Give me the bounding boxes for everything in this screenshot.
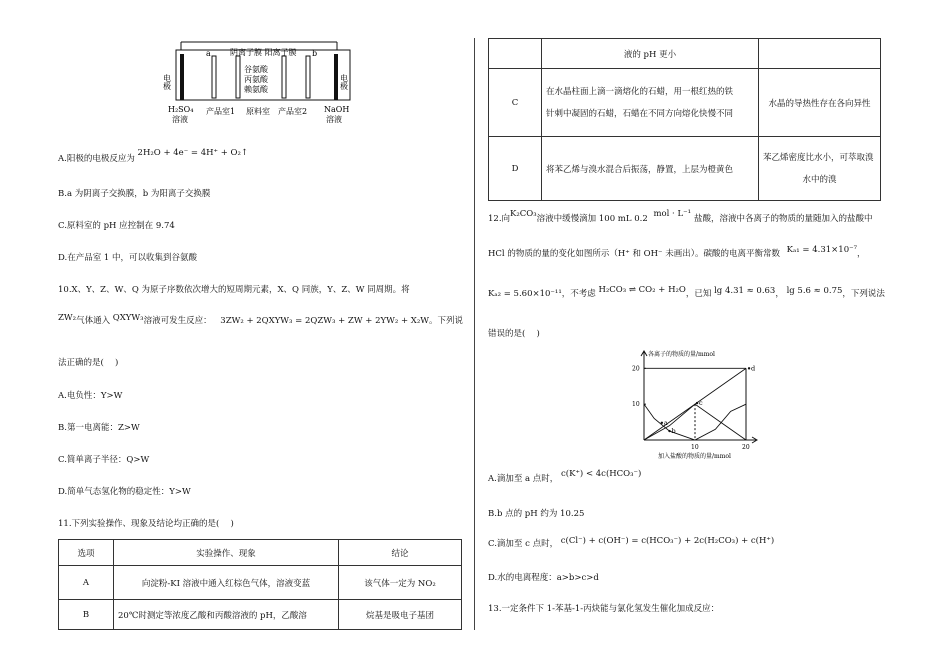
solution-right-label: NaOH (324, 105, 350, 114)
q12-l3h: ，下列说法 (842, 289, 885, 299)
y-tick-label: 10 (632, 401, 640, 409)
q12-line-1 (488, 209, 873, 224)
table-header-option: 选项 (59, 540, 114, 566)
point-label-c: c (699, 399, 703, 408)
row-c-op-line-1: 在水晶柱面上滴一滴熔化的石蜡，用一根红热的铁 (546, 86, 734, 97)
q9-option-b: B.a 为阴离子交换膜，b 为阳离子交换膜 (58, 189, 211, 199)
q12-l1e: 盐酸，溶液中各离子的物质的量随加入的盐酸中 (693, 214, 873, 224)
electrodialysis-apparatus (162, 38, 382, 133)
q12-l2b: Kₐ₁ = 4.31×10⁻⁷ (786, 245, 857, 255)
point-marker-a (661, 422, 663, 424)
table-row-a-operation: 向淀粉-KI 溶液中通入红棕色气体，溶液变蓝 (114, 566, 339, 600)
table-row-d-conclusion (759, 137, 881, 201)
q12-line-2 (488, 247, 866, 259)
q12-l3a: Kₐ₂ = 5.60×10⁻¹¹ (488, 289, 562, 299)
table-row-b-cont-conclusion (759, 39, 881, 69)
table-header-conclusion: 结论 (339, 540, 462, 566)
electrode-left-label: 电极 (162, 74, 172, 90)
q10-zw2: ZW₂ (58, 313, 77, 323)
table-row-b-cont-option (489, 39, 542, 69)
room1-label: 产品室1 (206, 107, 236, 116)
q9-option-c: C.原料室的 pH 应控制在 9.74 (58, 221, 175, 231)
q10-stem-1: 10.X、Y、Z、W、Q 为原子序数依次增大的短周期元素，X、Q 同族，Y、Z、W 同周期。将 (58, 285, 410, 295)
table-row-a-option: A (59, 566, 114, 600)
q13-stem: 13.一定条件下 1-苯基-1-丙炔能与氯化氢发生催化加成反应： (488, 604, 720, 614)
q12-l2a: HCl 的物质的量的变化如图所示（H⁺ 和 OH⁻ 未画出）。碳酸的电离平衡常数 (488, 249, 780, 259)
q9-option-a (58, 148, 249, 164)
q10-follow-text: 。下列说 (428, 316, 463, 326)
q10-qxyw3: QXYW₃ (112, 313, 144, 323)
table-row-a-conclusion: 该气体一定为 NO₂ (339, 566, 462, 600)
point-label-b: b (671, 427, 676, 436)
table-row-b-operation: 20℃时测定等浓度乙酸和丙酸溶液的 pH，乙酸溶 (114, 600, 339, 630)
q12-c-formula: c(Cl⁻) + c(OH⁻) = c(HCO₃⁻) + 2c(H₂CO₃) + c(H⁺) (560, 536, 775, 546)
x-axis-label: 加入盐酸的物质的量/mmol (658, 453, 731, 460)
q9-a-prefix: A.阳极的电极反应为 (58, 154, 135, 164)
q12-l1d: mol · L⁻¹ (653, 209, 691, 219)
table-row-b-option: B (59, 600, 114, 630)
x-tick-label: 10 (691, 444, 699, 451)
y-tick-label: 20 (632, 365, 640, 373)
q10-stem-3: 法正确的是( ) (58, 358, 119, 368)
q10-option-b: B.第一电离能：Z>W (58, 423, 140, 433)
q10-option-d: D.简单气态氢化物的稳定性：Y>W (58, 487, 191, 497)
membrane-type-label: 阴离子膜 阳离子膜 (230, 48, 297, 57)
membrane-a-label: a (206, 49, 211, 58)
q12-l3e: lg 4.31 ≈ 0.63 (714, 286, 776, 296)
table-row-b-cont-operation: 液的 pH 更小 (542, 39, 759, 69)
q10-reaction-text: 溶液可发生反应： (143, 316, 212, 326)
table-header-operation: 实验操作、现象 (114, 540, 339, 566)
raw-room-label: 原料室 (246, 107, 270, 116)
q12-c-prefix: C.滴加至 c 点时， (488, 539, 559, 549)
q10-gas-text: 气体通入 (76, 316, 111, 326)
mix-label-1: 谷氨酸 (244, 65, 268, 74)
table-row-c-operation (542, 69, 759, 137)
solution-right-2-label: 溶液 (326, 115, 342, 124)
q12-l3d: ，已知 (685, 289, 712, 299)
ion-amount-chart (622, 348, 772, 468)
solution-left-2-label: 溶液 (172, 115, 188, 124)
q12-option-d: D.水的电离程度：a>b>c>d (488, 573, 599, 583)
q11-table-part1 (58, 539, 462, 630)
q12-l3g: lg 5.6 ≈ 0.75 (786, 286, 843, 296)
mix-label-3: 赖氨酸 (244, 85, 268, 94)
q12-option-c (488, 537, 774, 549)
point-marker-b (668, 430, 670, 432)
q10-stem-2 (58, 314, 463, 326)
table-row-b-conclusion: 烷基是吸电子基团 (339, 600, 462, 630)
q12-option-a (488, 469, 642, 484)
x-tick-label: 20 (742, 444, 750, 451)
row-d-concl-line-1: 苯乙烯密度比水小，可萃取溴 (763, 152, 874, 163)
row-c-op-line-2: 针刺中凝固的石蜡，石蜡在不同方向熔化快慢不同 (546, 108, 734, 119)
q12-l3f: ， (775, 289, 784, 299)
table-row-d-option: D (489, 137, 542, 201)
q9-a-formula: 2H₂O + 4e⁻ = 4H⁺ + O₂↑ (137, 148, 249, 158)
q12-l3b: ，不考虑 (561, 289, 596, 299)
table-row-d-operation: 将苯乙烯与溴水混合后振荡，静置，上层为橙黄色 (542, 137, 759, 201)
q12-l3c: H₂CO₃ ⇌ CO₂ + H₂O (598, 285, 686, 295)
q10-option-a: A.电负性：Y>W (58, 391, 123, 401)
q12-l1b: K₂CO₃ (510, 209, 537, 219)
q12-l2-comma: ， (857, 249, 866, 259)
table-row-c-conclusion: 水晶的导热性存在各向异性 (759, 69, 881, 137)
table-row-c-option: C (489, 69, 542, 137)
q12-l1a: 12.向 (488, 214, 511, 224)
column-divider (474, 38, 475, 630)
point-label-a: a (663, 418, 668, 427)
row-d-concl-line-2: 水中的溴 (802, 174, 837, 185)
electrode-right-label: 电极 (339, 74, 349, 90)
point-marker-c (696, 402, 698, 404)
q12-line-4: 错误的是( ) (488, 329, 540, 339)
q10-reaction-formula: 3ZW₂ + 2QXYW₃ = 2QZW₃ + ZW + 2YW₂ + X₂W (220, 316, 429, 326)
q12-l1c: 溶液中缓慢滴加 100 mL 0.2 (536, 214, 648, 224)
q9-option-d: D.在产品室 1 中，可以收集到谷氨酸 (58, 253, 198, 263)
mix-label-2: 丙氨酸 (244, 75, 268, 84)
solution-left-label: H₂SO₄ (168, 105, 194, 114)
q12-a-prefix: A.滴加至 a 点时， (488, 474, 559, 484)
point-label-d: d (751, 364, 756, 373)
q11-table-part2 (488, 38, 881, 201)
room2-label: 产品室2 (278, 107, 308, 116)
right-column (476, 0, 950, 672)
membrane-b-label: b (312, 49, 318, 58)
q12-a-formula: c(K⁺) < 4c(HCO₃⁻) (561, 469, 642, 479)
point-marker-d (748, 367, 750, 369)
q11-stem: 11.下列实验操作、现象及结论均正确的是( ) (58, 519, 234, 529)
q10-option-c: C.简单离子半径：Q>W (58, 455, 150, 465)
y-axis-label: 各离子的物质的量/mmol (648, 351, 715, 358)
q12-line-3 (488, 287, 885, 299)
q12-option-b: B.b 点的 pH 约为 10.25 (488, 509, 585, 519)
